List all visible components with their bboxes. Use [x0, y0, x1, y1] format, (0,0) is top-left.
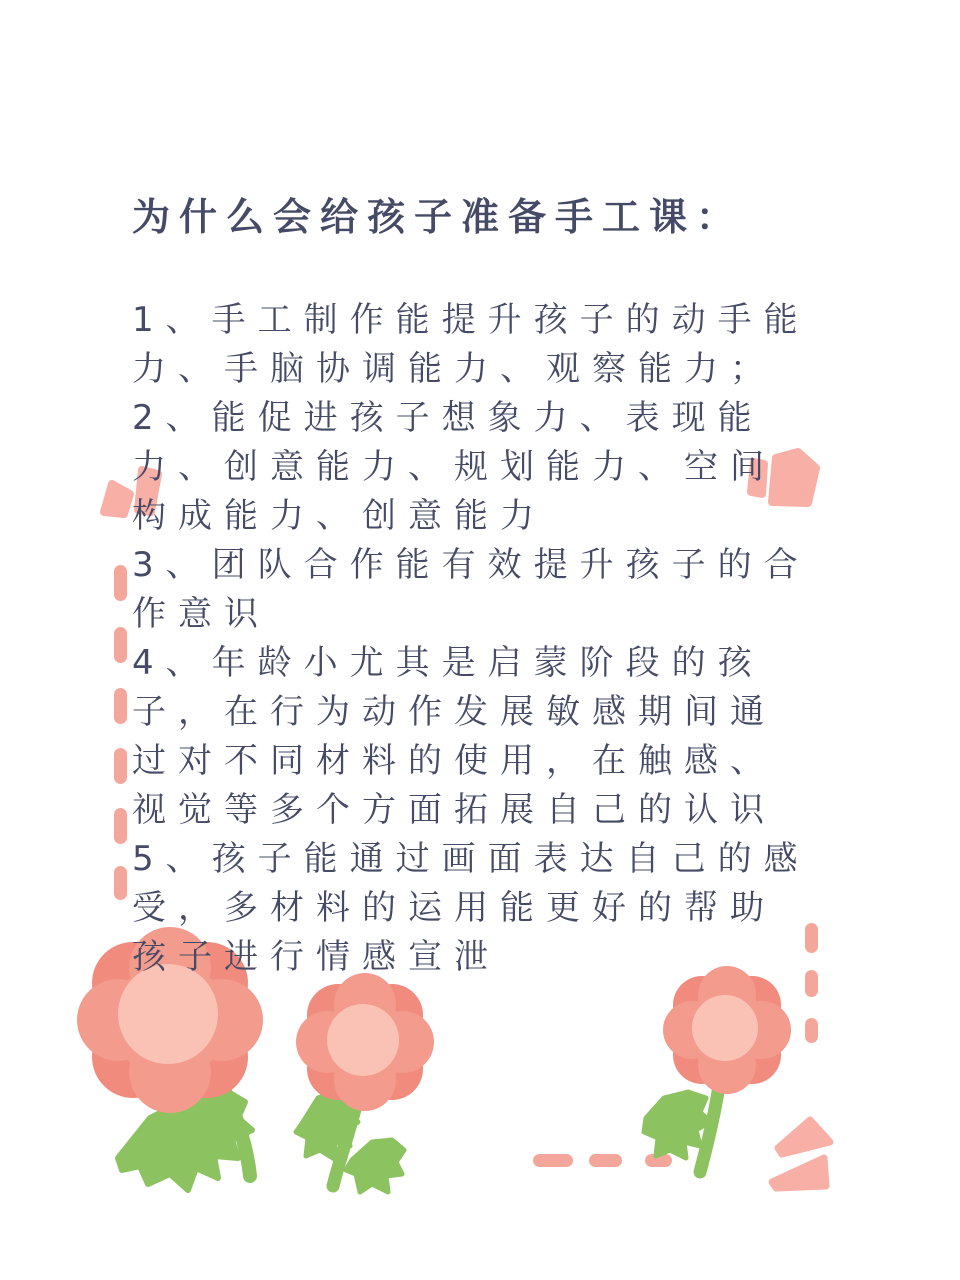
text-line: 2、能促进孩子想象力、表现能 — [132, 398, 764, 438]
text-line: 力、创意能力、规划能力、空间 — [132, 447, 776, 487]
text-line: 构成能力、创意能力 — [132, 496, 546, 536]
dashed-line-horizontal-bottom — [533, 1154, 672, 1167]
note-text-block — [132, 192, 892, 982]
dashed-line-vertical-left — [114, 565, 127, 900]
page-title: 为什么会给孩子准备手工课： — [132, 195, 744, 239]
text-line: 受，多材料的运用能更好的帮助 — [132, 888, 776, 928]
text-line: 力、手脑协调能力、观察能力； — [132, 349, 776, 389]
text-line: 5、孩子能通过画面表达自己的感 — [132, 839, 810, 879]
flower-icon — [644, 966, 791, 1172]
leaf-icon — [644, 1092, 710, 1158]
note-body — [132, 296, 892, 982]
text-line: 视觉等多个方面拓展自己的认识 — [132, 790, 776, 830]
flower-center — [327, 1004, 399, 1076]
text-line: 3、团队合作能有效提升孩子的合 — [132, 545, 810, 585]
text-line: 1、手工制作能提升孩子的动手能 — [132, 300, 810, 340]
text-line: 4、年龄小尤其是启蒙阶段的孩 — [132, 643, 764, 683]
flower-center — [692, 995, 758, 1061]
confetti-triangle-icon — [772, 1120, 830, 1188]
text-line: 过对不同材料的使用，在触感、 — [132, 741, 776, 781]
flower-icon — [296, 973, 434, 1192]
text-line: 子，在行为动作发展敏感期间通 — [132, 692, 776, 732]
text-line: 孩子进行情感宣泄 — [132, 937, 500, 977]
text-line: 作意识 — [132, 594, 270, 634]
leaf-icon — [346, 1140, 404, 1192]
